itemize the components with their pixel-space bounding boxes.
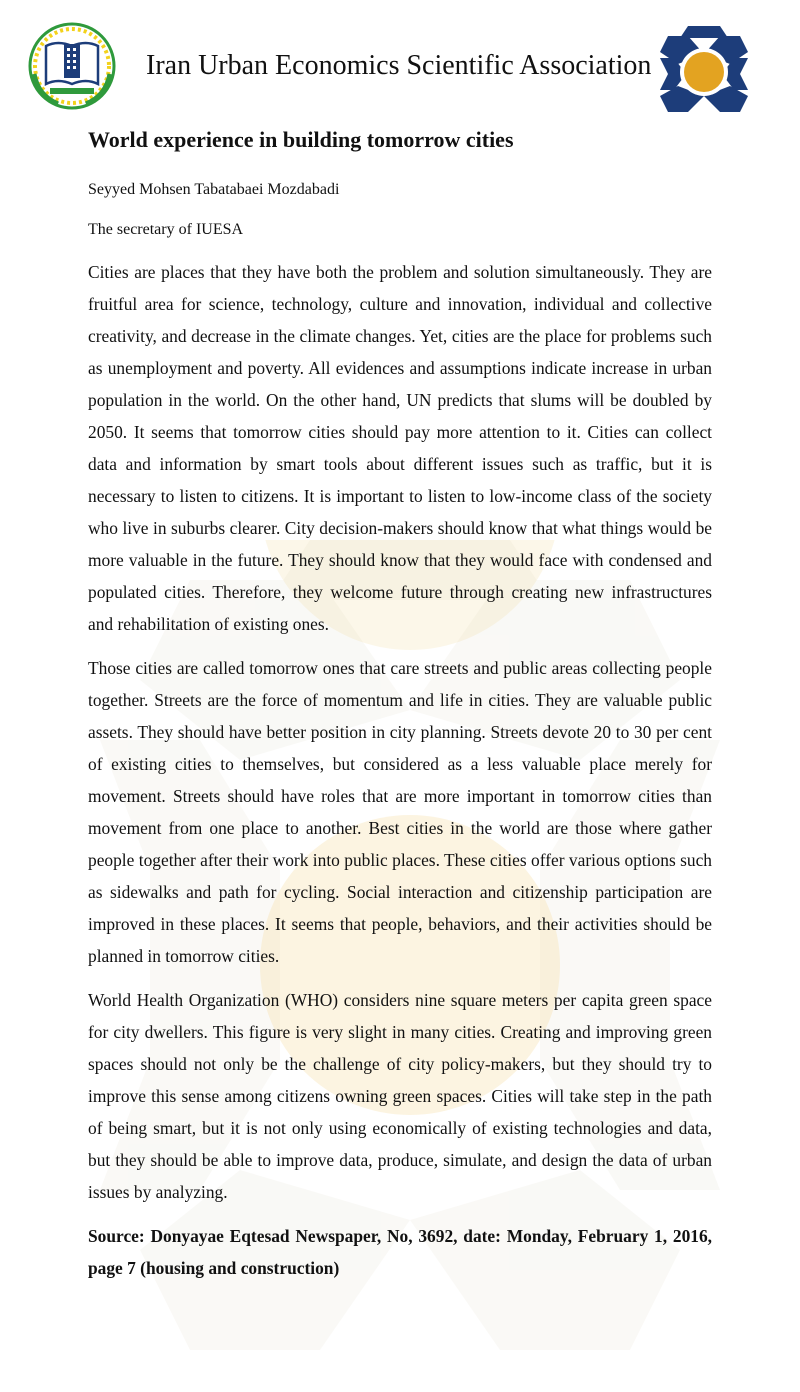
author-role: The secretary of IUESA xyxy=(88,221,244,238)
source-citation: Source: Donyayae Eqtesad Newspaper, No, 3692, date: Monday, February 1, 2016, page 7 (housing and construction) xyxy=(88,1226,712,1278)
knot-emblem-icon xyxy=(658,24,750,116)
paragraph: World Health Organization (WHO) considers nine square meters per capita green space for city dwellers. This figure is very slight in many cities. Creating and improving green spaces should not only be the challenge of city policy-makers, but they should try to improve this sense among citizens owning green spaces. Cities will take step in the path of being smart, but it is not only using economically of existing technologies and data, but they should be able to improve data, produce, simulate, and design the data of urban issues by analyzing. xyxy=(88,990,712,1202)
author-name: Seyyed Mohsen Tabatabaei Mozdabadi xyxy=(88,181,340,198)
organization-name: Iran Urban Economics Scientific Association xyxy=(146,50,652,81)
paragraph: Cities are places that they have both the problem and solution simultaneously. They are fruitful area for science, technology, culture and innovation, individual and collective creativity, and decrease in the climate changes. Yet, cities are the place for problems such as unemployment and poverty. All evidences and assumptions indicate increase in urban population in the world. On the other hand, UN predicts that slums will be doubled by 2050. It seems that tomorrow cities should pay more attention to it. Cities can collect data and information by smart tools about different issues such as traffic, but it is necessary to listen to citizens. It is important to listen to low-income class of the society who live in suburbs clearer. City decision-makers should know that what things would be more valuable in the future. They should know that they would face with condensed and populated cities. Therefore, they welcome future through creating new infrastructures and rehabilitation of existing ones. xyxy=(88,262,712,634)
page-header xyxy=(0,0,800,120)
article-body xyxy=(88,256,712,1296)
article-title: World experience in building tomorrow cities xyxy=(88,127,514,152)
association-logo-icon xyxy=(28,22,116,110)
paragraph: Those cities are called tomorrow ones that care streets and public areas collecting people together. Streets are the force of momentum and life in cities. They are valuable public assets. They should have better position in city planning. Streets devote 20 to 30 per cent of existing cities to themselves, but considered as a less valuable place merely for movement. Streets should have roles that are more important in tomorrow cities than movement from one place to another. Best cities in the world are those where gather people together after their work into public places. These cities offer various options such as sidewalks and path for cycling. Social interaction and citizenship participation are improved in these places. It seems that people, behaviors, and their activities should be planned in tomorrow cities. xyxy=(88,658,712,966)
